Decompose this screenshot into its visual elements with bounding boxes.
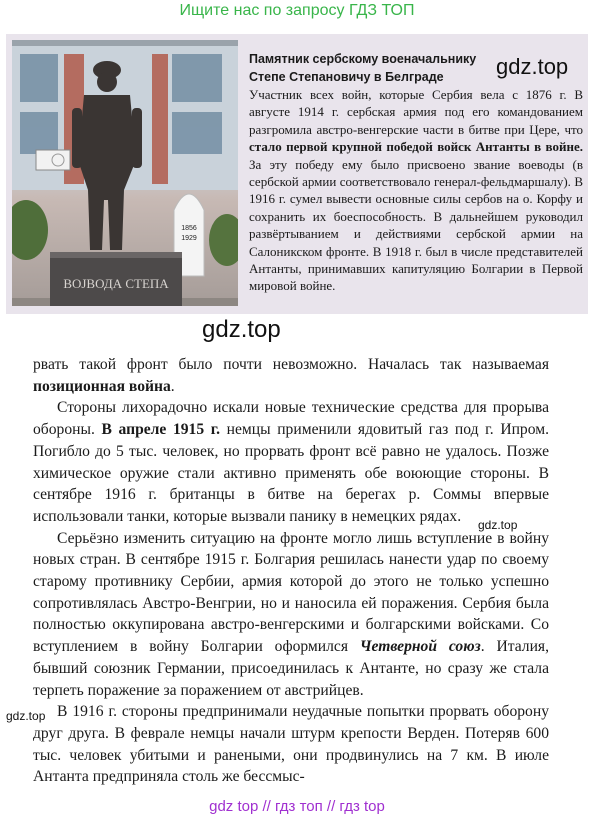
paragraph-2-text: Стороны лихорадочно искали новые технические средства для прорыва обороны. bbox=[33, 399, 549, 439]
paragraph-2-end: немцы применили ядовитый газ под г. Ипром. Погибло до 5 тыс. человек, но прорвать фронт всё равно не удалось. Позже химическое оружие стали активно применять обе воюющие стороны. В сентябре 1916 г. британцы в битве на берегах р. Соммы впервые использовали танки, которые вызвали панику в немецких рядах. bbox=[33, 421, 549, 525]
watermark-gdz-top: gdz.top bbox=[496, 54, 569, 79]
top-banner: Ищите нас по запросу ГДЗ ТОП bbox=[179, 2, 415, 19]
pillar-year-1: 1856 bbox=[181, 225, 197, 232]
paragraph-2 bbox=[33, 397, 549, 527]
paragraph-3-end: . Италия, бывший союзник Германии, присоединилась к Антанте, но сразу же стала терпеть поражение за поражением от австрийцев. bbox=[33, 638, 550, 699]
watermark-gdz-top-left: gdz.top bbox=[6, 709, 46, 723]
paragraph-3-text: Серьёзно изменить ситуацию на фронте могло лишь вступление в войну новых стран. В сентябре 1915 г. Болгария решилась нанести удар по своему старому противнику Сербии, армия которой до этого не только успешно сопротивлялась Австро-Венгрии, но и наносила ей поражения. Сербия была полностью оккупирована австро-венгерскими и болгарскими войсками. Со вступлением в войну Болгарии оформился bbox=[33, 529, 549, 656]
paragraph-1-text: рвать такой фронт было почти невозможно. Началась так называемая bbox=[33, 356, 549, 373]
paragraph-4: В 1916 г. стороны предпринимали неудачные попытки прорвать оборону друг друга. В феврале немцы начали штурм крепости Верден. Потеряв 600 тыс. человек убитыми и ранеными, они продвинулись на 7 км. В июле Антанта предприняла столь же бессмыс- bbox=[33, 703, 549, 786]
caption-text: Участник всех войн, которые Сербия вела с 1876 г. В августе 1914 г. сербская армия под его командованием разгромила австро-венгерские части в битве при Цере, что bbox=[249, 87, 583, 137]
caption-text-continued: За эту победу ему было присвоено звание воеводы (в сербской армии соответствовало генерал-фельдмаршалу). В 1916 г. сумел вывести основные силы сербов на о. Корфу и сохранить их боеспособность. В дальнейшем руководил развёртыванием и действиями сербской армии на Салоникском фронте. В 1918 г. был в числе представителей Антанты, принимавших капитуляцию Болгарии в Первой мировой войне. bbox=[249, 156, 583, 294]
figure-caption-body bbox=[249, 86, 583, 295]
watermark-gdz-top-right: gdz.top bbox=[478, 518, 518, 532]
term-quadruple-alliance: Четверной союз bbox=[359, 638, 481, 656]
caption-bold-text: стало первой крупной победой войск Антанты в войне. bbox=[249, 139, 583, 155]
figure-title-line-2: Степе Степановичу в Белграде bbox=[249, 70, 444, 84]
paragraph-1-end: . bbox=[170, 377, 175, 395]
term-positional-war: позиционная война bbox=[33, 377, 171, 395]
watermark-gdz-top-center: gdz.top bbox=[202, 316, 281, 343]
main-text bbox=[33, 354, 549, 788]
date-april-1915: В апреле 1915 г. bbox=[101, 421, 220, 439]
figure-title-line-1: Памятник сербскому военачальнику bbox=[249, 52, 477, 66]
pillar-year-2: 1929 bbox=[181, 235, 197, 242]
pedestal-inscription: ВОЈВОДА СТЕПА bbox=[63, 276, 169, 291]
bottom-banner: gdz top // гдз топ // гдз top bbox=[209, 798, 385, 815]
paragraph-1 bbox=[33, 354, 549, 397]
paragraph-3 bbox=[33, 528, 549, 702]
monument-photo bbox=[12, 40, 238, 306]
